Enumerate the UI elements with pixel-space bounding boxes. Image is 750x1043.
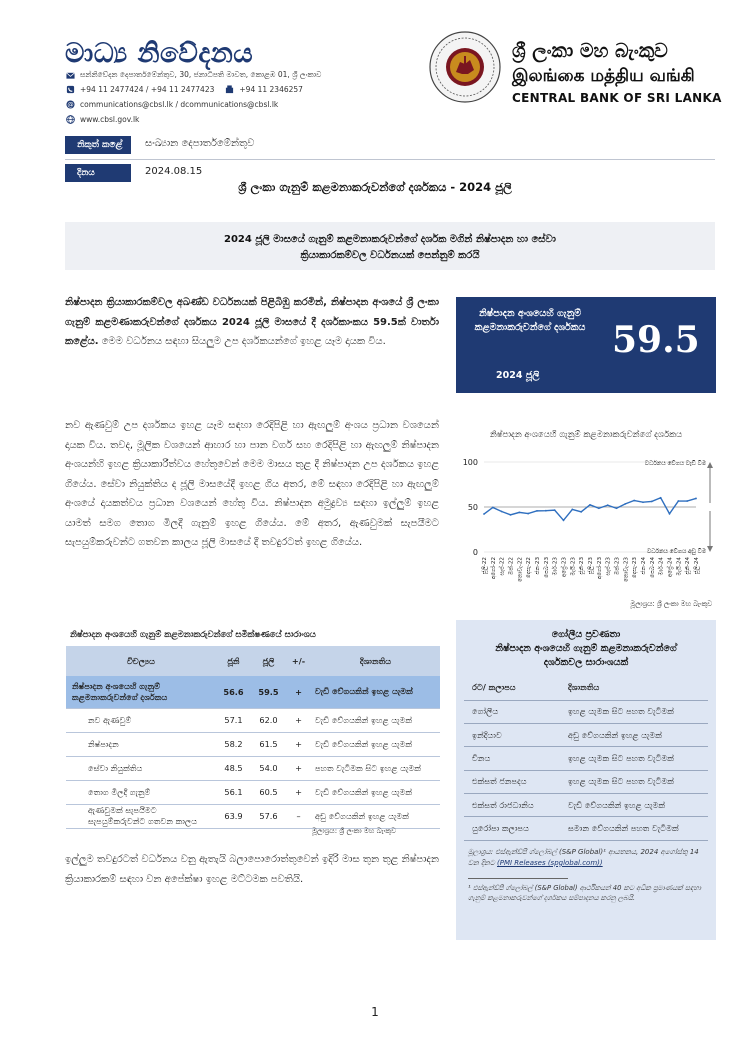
bank-name-english: CENTRAL BANK OF SRI LANKA bbox=[512, 91, 722, 105]
headline-line-1: 2024 ජූලි මාසයේ ගැනුම් කළමනාකරුවන්ගේ දර්ශක මගින් නිෂ්පාදන හා සේවා bbox=[224, 234, 556, 245]
pmi-kpi-card bbox=[456, 297, 716, 393]
x-tick-label: මැයි-23 bbox=[570, 557, 577, 576]
x-tick-label: සැප්-22 bbox=[499, 557, 506, 576]
global-title-2: නිෂ්පාදන අංශයෙහි ගැනුම් කළමනාකරුවන්ගේ bbox=[495, 642, 677, 654]
release-title: ශ්‍රී ලංකා ගැනුම් කළමනාකරුවන්ගේ දර්ශකය - 2024 ජූලි bbox=[238, 180, 512, 194]
pmi-data-point bbox=[616, 507, 618, 509]
pmi-data-point bbox=[633, 500, 635, 502]
col-region: රට/ කලාපය bbox=[464, 676, 550, 700]
at-icon bbox=[66, 100, 75, 109]
x-tick-label: ජූලි-23 bbox=[588, 557, 594, 575]
y-tick-label: 50 bbox=[467, 503, 478, 512]
global-row bbox=[464, 770, 708, 793]
global-direction: අඩු වේගයකින් ඉහළ යැමක් bbox=[550, 723, 708, 746]
global-direction: ඉහළ යැමක සිට පහත වැටීමක් bbox=[550, 770, 708, 793]
x-tick-label: මාර්-23 bbox=[552, 557, 559, 576]
pmi-data-point bbox=[677, 500, 679, 502]
paragraph-1-bold: නිෂ්පාදන ක්‍රියාකාරකම්වල අඛණ්ඩ වර්ධනයක් පිළිබිඹු කරමින්, නිෂ්පාදන අංශයේ ශ්‍රී ලංකා ගැනුම් කළමණාකරුවන්ගේ දර්ශකය 2024 ජූලි මාසයේ දී දර්ශකාංකය 59.5ක් වාර්තා කළේය. bbox=[65, 297, 439, 347]
col-july: ජූලි bbox=[251, 646, 286, 676]
row-change: – bbox=[286, 804, 311, 828]
x-tick-label: අප්‍රේ-24 bbox=[667, 557, 674, 578]
global-row bbox=[464, 794, 708, 817]
row-variable: නිෂ්පාදන අංශයෙහි ගැනුම් කළමනාකරුවන්ගේ දර්ශකය bbox=[66, 676, 216, 708]
global-title bbox=[456, 628, 716, 669]
global-direction: ඉහළ යැමක සිට පහත වැටීමක් bbox=[550, 700, 708, 723]
pmi-data-point bbox=[483, 513, 485, 515]
x-tick-label: ජූලි-22 bbox=[482, 557, 488, 575]
row-variable: නව ඇණවුම් bbox=[66, 708, 216, 732]
contact-phone: +94 11 2477424 / +94 11 2477423 +94 11 2346257 bbox=[66, 85, 303, 94]
bank-name-sinhala: ශ්‍රී ලංකා මහ බැංකුව bbox=[512, 40, 668, 62]
col-june: ජූනි bbox=[216, 646, 251, 676]
chart-title: නිෂ්පාදන අංශයෙහි ගැනුම් කළමනාකරුවන්ගේ දර්ශකය bbox=[489, 430, 683, 440]
global-footnote: ¹ එස්ඇන්ඩ්පී ග්ලෝබල් (S&P Global) ආර්ථිකයන් 40 කට අධික ප්‍රමාණයක් සඳහා ගැනුම් කළමනාකරුවන්ගේ දර්ශකය සම්පාදනය කරනු ලබයි. bbox=[468, 884, 701, 903]
row-july: 60.5 bbox=[251, 780, 286, 804]
summary-row bbox=[66, 804, 440, 828]
x-tick-label: අගෝ-22 bbox=[490, 557, 497, 580]
paragraph-2: නව ඇණවුම් උප දර්ශකය ඉහළ යෑම සඳහා රෙදිපිළි හා ඇඟලුම් අංශය ප්‍රධාන වශයෙන් දායක විය. තවද, මූලික වශයෙන් ආහාර හා පාන වර්ග සහ රෙදිපිළි හා ඇඟලුම් නිෂ්පාදන අංශයන්හි ඉහළ ක්‍රියාකාරීත්වය හේතුවෙන් මෙම මාසය තුළ දී නිෂ්පාදන උප දර්ශකය ඉහළ ගියේය. සේවා නියුක්තිය ද ජූලි මාසයේදී ඉහළ ගිය අතර, මේ සඳහා රෙදිපිළි හා ඇඟලුම් අංශයේ දායකත්වය ප්‍රධාන වශයෙන් හේතු විය. නිෂ්පාදන අමුද්‍රව්‍ය සඳහා ඉල්ලුම් ඉහළ යාමත් සමග තොග මිලදී ගැනුම් ඉහළ ගියේය. මේ අතර, ඇණවුමක් සැපයීමට සැපයුම්කරුවන්ට ගතවන කාලය ජූලි මාසයේ දී තවදුරටත් ඉහළ ගියේය. bbox=[65, 420, 439, 548]
row-direction: වැඩි වේගයකින් ඉහළ යැමක් bbox=[311, 780, 440, 804]
x-tick-label: සැප්-23 bbox=[605, 557, 612, 576]
global-title-3: දර්ශකවල සාරාංශයක් bbox=[543, 656, 629, 668]
pmi-data-point bbox=[563, 519, 565, 521]
row-direction: පහත වැටීමක සිට ඉහළ යැමක් bbox=[311, 756, 440, 780]
pmi-data-point bbox=[545, 510, 547, 512]
contact-email[interactable]: @ communications@cbsl.lk / dcommunications@cbsl.lk bbox=[67, 100, 279, 109]
summary-header-row bbox=[66, 646, 440, 676]
row-june: 63.9 bbox=[216, 804, 251, 828]
svg-text:@: @ bbox=[67, 101, 74, 109]
phone-icon bbox=[66, 85, 75, 94]
row-june: 56.1 bbox=[216, 780, 251, 804]
global-direction: ඉහළ යැමක සිට පහත වැටීමක් bbox=[550, 747, 708, 770]
issued-by-value: සංඛ්‍යාන දෙපාර්තමේන්තුව bbox=[145, 138, 255, 149]
global-region: ඉන්දියාව bbox=[464, 723, 550, 746]
x-tick-label: අගෝ-23 bbox=[596, 557, 603, 580]
x-tick-label: නොවැ-23 bbox=[623, 557, 630, 582]
pmi-data-point bbox=[510, 514, 512, 516]
row-variable: සේවා නියුක්තිය bbox=[66, 756, 216, 780]
x-tick-label: ජූලි-24 bbox=[694, 557, 700, 575]
row-direction: වැඩි වේගයකින් ඉහළ යැමක් bbox=[311, 732, 440, 756]
paragraph-1 bbox=[65, 293, 439, 352]
y-tick-label: 0 bbox=[472, 548, 478, 557]
global-region: එක්සත් රාජධානිය bbox=[464, 794, 550, 817]
pmi-releases-link[interactable]: (PMI Releases (spglobal.com)) bbox=[497, 858, 603, 867]
global-header-row bbox=[464, 676, 708, 700]
pmi-data-point bbox=[501, 511, 503, 513]
pmi-data-point bbox=[536, 510, 538, 512]
x-tick-label: නොවැ-22 bbox=[517, 557, 524, 582]
envelope-icon bbox=[66, 71, 75, 80]
summary-row bbox=[66, 756, 440, 780]
row-july: 54.0 bbox=[251, 756, 286, 780]
pmi-data-point bbox=[642, 501, 644, 503]
page-number: 1 bbox=[371, 1005, 379, 1019]
globe-icon bbox=[66, 115, 75, 124]
headline-box bbox=[65, 222, 715, 270]
x-tick-label: ඔක්-23 bbox=[614, 557, 621, 575]
pmi-data-point bbox=[580, 511, 582, 513]
pmi-data-point bbox=[554, 509, 556, 511]
global-direction: වැඩි වේගයකින් ඉහළ යැමක් bbox=[550, 794, 708, 817]
x-tick-label: පෙබ-23 bbox=[543, 557, 550, 578]
row-change: + bbox=[286, 708, 311, 732]
pmi-data-point bbox=[598, 507, 600, 509]
pmi-data-point bbox=[607, 504, 609, 506]
row-june: 56.6 bbox=[216, 676, 251, 708]
global-region: චීනය bbox=[464, 747, 550, 770]
summary-row bbox=[66, 732, 440, 756]
row-variable: තොග මිලදී ගැනුම් bbox=[66, 780, 216, 804]
annotation-down: වර්ධනය වේගය අඩු වීම bbox=[647, 549, 706, 555]
pmi-data-point bbox=[571, 509, 573, 511]
pmi-data-point bbox=[589, 504, 591, 506]
col-direction: දිශානතිය bbox=[311, 646, 440, 676]
chart-source: මූලාශ්‍රය: ශ්‍රී ලංකා මහ බැංකුව bbox=[630, 600, 712, 608]
footnote-divider bbox=[468, 878, 568, 879]
global-region: යුරෝපා කලාපය bbox=[464, 817, 550, 840]
kpi-label: නිෂ්පාදන අංශයෙහි ගැනුම් කළමනාකරුවන්ගේ දර්ශකය bbox=[474, 308, 586, 334]
global-trends-box bbox=[456, 620, 716, 940]
global-source bbox=[468, 847, 704, 869]
issued-by-label: නිකුත් කළේ bbox=[65, 136, 131, 154]
global-row bbox=[464, 747, 708, 770]
pmi-data-point bbox=[686, 500, 688, 502]
pmi-series-line bbox=[484, 498, 696, 521]
annotation-up: වර්ධනය වේගය වැඩි වීම bbox=[644, 461, 706, 467]
pmi-data-point bbox=[518, 512, 520, 514]
fax-icon bbox=[225, 85, 234, 94]
meta-divider bbox=[65, 159, 715, 160]
global-row bbox=[464, 700, 708, 723]
global-direction: සමාන වේගයකින් පහත වැටීමක් bbox=[550, 817, 708, 840]
global-region: ගෝලීය bbox=[464, 700, 550, 723]
contact-address: සන්නිවේදන දෙපාර්තමේන්තුව, 30, ජනාධිපති මාවත, කොළඹ 01, ශ්‍රී ලංකාව bbox=[66, 70, 321, 80]
pmi-data-point bbox=[651, 501, 653, 503]
y-tick-label: 100 bbox=[462, 458, 478, 467]
pmi-data-point bbox=[695, 498, 697, 500]
x-tick-label: ජූනි-23 bbox=[579, 557, 586, 575]
row-change: + bbox=[286, 780, 311, 804]
summary-source: මූලාශ්‍රය: ශ්‍රී ලංකා මහ බැංකුව bbox=[312, 827, 397, 835]
down-arrow-icon bbox=[707, 546, 713, 552]
global-row bbox=[464, 723, 708, 746]
col-global-direction: දිශානතිය bbox=[550, 676, 708, 700]
row-change: + bbox=[286, 756, 311, 780]
x-tick-label: ඔක්-22 bbox=[508, 557, 515, 575]
pmi-data-point bbox=[660, 497, 662, 499]
paragraph-3: ඉල්ලුම තවදුරටත් වර්ධනය වනු ඇතැයි බලාපොරොත්තුවෙන් ඉදිරි මාස තුන තුළ නිෂ්පාදන ක්‍රියාකාරකම් සඳහා වන අපේක්ෂා ඉහළ මට්ටමක පවතියි. bbox=[65, 854, 439, 885]
row-variable: නිෂ්පාදන bbox=[66, 732, 216, 756]
summary-table bbox=[66, 646, 440, 829]
summary-row bbox=[66, 780, 440, 804]
row-variable: ඇණවුමක් සැපයීමට සැපයුම්කරුවන්ට ගතවන කාලය bbox=[66, 804, 216, 828]
kpi-date: 2024 ජූලි bbox=[496, 370, 540, 381]
x-tick-label: ජන-24 bbox=[641, 557, 647, 575]
central-bank-seal-logo bbox=[428, 30, 502, 104]
summary-table-title: නිෂ්පාදන අංශයෙහි ගැනුම් කළමනාකරුවන්ගේ සමීක්ෂණයේ සාරාංශය bbox=[70, 630, 316, 640]
x-tick-label: ජන-23 bbox=[535, 557, 541, 575]
row-direction: වැඩි වේගයකින් ඉහළ යැමක් bbox=[311, 708, 440, 732]
pmi-line-chart bbox=[446, 452, 718, 610]
summary-row-main bbox=[66, 676, 440, 708]
up-arrow-icon bbox=[707, 462, 713, 468]
global-source-text: මූලාශ්‍රය: එස්ඇන්ඩ්පී ග්ලෝබල් (S&P Global)¹ ආයතනය, 2024 අගෝස්තු 14 වන දිනට bbox=[468, 848, 699, 867]
global-table bbox=[464, 676, 708, 841]
row-july: 62.0 bbox=[251, 708, 286, 732]
contact-web[interactable]: www.cbsl.gov.lk bbox=[66, 115, 139, 124]
x-tick-label: මාර්-24 bbox=[658, 557, 665, 576]
row-direction: අඩු වේගයකින් ඉහළ යැමක් bbox=[311, 804, 440, 828]
global-region: එක්සත් ජනපදය bbox=[464, 770, 550, 793]
paragraph-1-rest: මෙම වර්ධනය සඳහා සියලුම උප දර්ශකයන්ගේ ඉහළ යෑම දායක විය. bbox=[98, 336, 386, 347]
press-release-title: මාධ්‍ය නිවේදනය bbox=[65, 38, 254, 69]
pmi-data-point bbox=[624, 503, 626, 505]
kpi-value: 59.5 bbox=[612, 319, 700, 361]
headline-line-2: ක්‍රියාකාරකම්වල වර්ධනයක් පෙන්නුම් කරයි bbox=[300, 250, 480, 261]
date-label: දිනය bbox=[65, 164, 131, 182]
x-tick-label: දෙසැ-23 bbox=[632, 557, 639, 579]
bank-name-tamil: இலங்கை மத்திய வங்கி bbox=[512, 66, 695, 86]
pmi-data-point bbox=[527, 513, 529, 515]
col-change: +/- bbox=[286, 646, 311, 676]
x-tick-label: අප්‍රේ-23 bbox=[561, 557, 568, 578]
row-direction: වැඩි වේගයකින් ඉහළ යැමක් bbox=[311, 676, 440, 708]
row-july: 59.5 bbox=[251, 676, 286, 708]
row-change: + bbox=[286, 676, 311, 708]
x-tick-label: දෙසැ-22 bbox=[526, 557, 533, 579]
x-tick-label: පෙබ-24 bbox=[649, 557, 656, 578]
row-june: 58.2 bbox=[216, 732, 251, 756]
summary-row bbox=[66, 708, 440, 732]
col-variable: විචල්‍යය bbox=[66, 646, 216, 676]
row-change: + bbox=[286, 732, 311, 756]
x-tick-label: මැයි-24 bbox=[676, 557, 683, 576]
global-row bbox=[464, 817, 708, 840]
row-june: 57.1 bbox=[216, 708, 251, 732]
date-value: 2024.08.15 bbox=[145, 166, 203, 177]
row-july: 61.5 bbox=[251, 732, 286, 756]
x-tick-label: ජූනි-24 bbox=[685, 557, 692, 575]
pmi-data-point bbox=[669, 513, 671, 515]
pmi-data-point bbox=[492, 507, 494, 509]
row-july: 57.6 bbox=[251, 804, 286, 828]
global-title-1: ගෝලීය ප්‍රවණතා bbox=[551, 629, 621, 640]
row-june: 48.5 bbox=[216, 756, 251, 780]
